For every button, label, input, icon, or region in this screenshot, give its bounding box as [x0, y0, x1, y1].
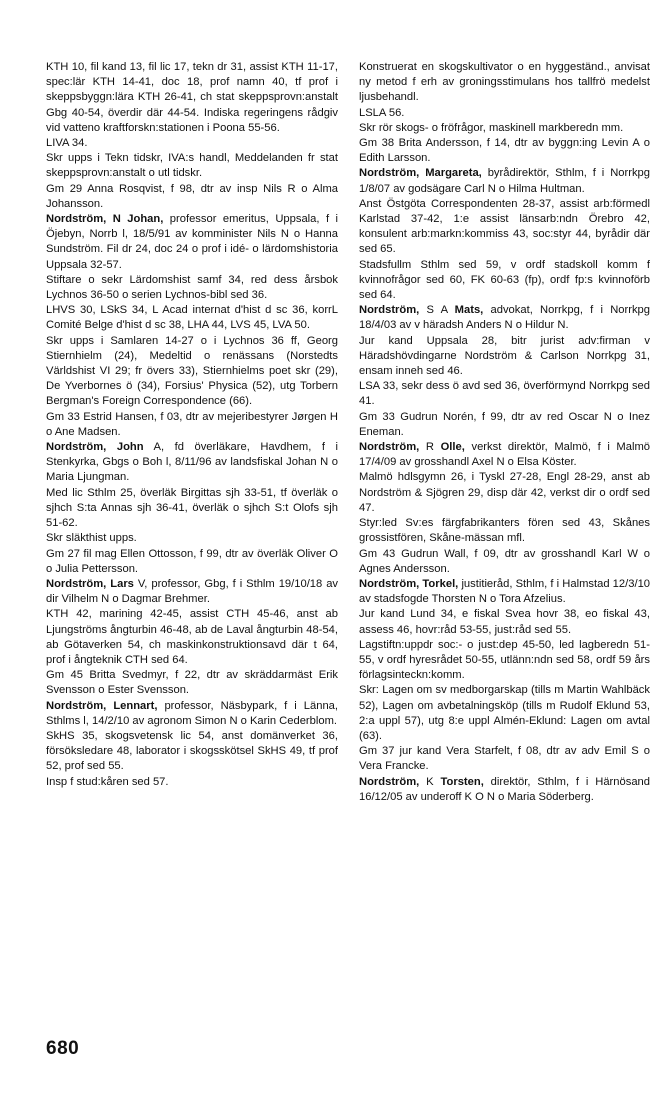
biography-paragraph [359, 334, 650, 380]
entry-text: Styr:led Sv:es färgfabrikanters fören sed 43, Skånes grossistfören, Skåne-mässan mfl. [359, 517, 650, 545]
biography-paragraph [46, 729, 338, 775]
entry-given-name: N Johan, [112, 213, 164, 226]
biography-paragraph [359, 197, 650, 258]
biography-paragraph [359, 106, 650, 121]
entry-given-name: Olle, [440, 441, 465, 454]
biography-paragraph [359, 744, 650, 774]
biography-paragraph [359, 379, 650, 409]
entry-given-name: Lennart, [113, 699, 158, 712]
page-number: 680 [46, 1038, 80, 1059]
entry-text: Gm 45 Britta Svedmyr, f 22, dtr av skräddarmäst Erik Svensson o Ester Svensson. [46, 669, 338, 697]
entry-text: R [419, 441, 441, 454]
biography-paragraph [359, 547, 650, 577]
entry-text: Gm 38 Brita Andersson, f 14, dtr av byggn:ing Levin A o Edith Larsson. [359, 137, 650, 165]
entry-text: Lagstiftn:uppdr soc:- o just:dep 45-50, led lagberedn 51-55, v ordf hyresrådet 50-55, utlänn:ndn sed 58, ordf 59 års förlagsinteckn:komm. [359, 638, 650, 682]
biography-paragraph [46, 547, 338, 577]
entry-text: justitieråd, Sthlm, f i Halmstad 12/3/10 av stadsfogde Thorsten N o Tora Afzelius. [359, 577, 651, 606]
entry-given-name: Lars [110, 577, 134, 590]
biography-paragraph [359, 607, 650, 637]
biography-paragraph [359, 683, 650, 744]
biography-entry-start [359, 440, 650, 470]
biography-paragraph [359, 410, 650, 440]
entry-text: Gm 27 fil mag Ellen Ottosson, f 99, dtr av överläk Oliver O o Julia Pettersson. [46, 547, 338, 575]
entry-text: Skr upps i Tekn tidskr, IVA:s handl, Meddelanden fr stat skeppsprovn:anstalt o utl tidskr. [46, 152, 338, 180]
biography-paragraph [46, 607, 338, 668]
biography-paragraph [46, 182, 338, 212]
biography-paragraph [46, 303, 338, 333]
entry-text: Insp f stud:kåren sed 57. [46, 775, 169, 788]
biography-paragraph [359, 136, 650, 166]
left-column [46, 60, 338, 790]
biography-paragraph [46, 486, 338, 532]
biography-entry-start [359, 166, 650, 196]
biography-paragraph [359, 516, 650, 546]
entry-text: SkHS 35, skogsvetensk lic 54, anst domänverket 36, försöksledare 48, laborator i skogsskötsel SkHS 49, tf prof 52, prof sed 55. [46, 729, 338, 773]
biography-paragraph [46, 334, 338, 410]
entry-surname: Nordström, [359, 441, 420, 454]
biography-entry-start [46, 212, 338, 273]
entry-surname: Nordström, [46, 213, 107, 226]
entry-text: Skr upps i Samlaren 14-27 o i Lychnos 36 ff, Georg Stiernhielm (24), Medeltid o renässans (Norstedts Världshist VI 29; fr övers 33), Stiernhielms poet skr (29), De Yverbornes ö (34), Forsius' Physica (52), utg Torbern Bergman's Foreign Correspondence (66). [46, 334, 338, 408]
entry-given-name: Torsten, [440, 775, 484, 788]
biography-entry-start [359, 775, 650, 805]
entry-given-name: Mats, [454, 304, 484, 317]
biography-entry-start [46, 577, 338, 607]
entry-text: Med lic Sthlm 25, överläk Birgittas sjh 33-51, tf överläk o sjhch S:ta Annas sjh 36-41, överläk o sjhch S:t Olofs sjh 51-62. [46, 486, 338, 530]
entry-text: Skr rör skogs- o fröfrågor, maskinell markberedn mm. [359, 121, 624, 134]
entry-surname: Nordström, [46, 699, 107, 712]
biography-entry-start [46, 699, 338, 729]
biography-paragraph [46, 136, 338, 151]
entry-text: direktör, Sthlm, f i Härnösand 16/12/05 av underoff K O N o Maria Söderberg. [359, 775, 650, 803]
entry-surname: Nordström, [46, 441, 107, 454]
entry-text: Skr släkthist upps. [46, 532, 137, 545]
biography-paragraph [359, 60, 650, 106]
entry-text: LIVA 34. [46, 137, 88, 150]
entry-text: Skr: Lagen om sv medborgarskap (tills m Martin Wahlbäck 52), Lagen om avbetalningsköp (tills m Rudolf Eklund 53, 2:a uppl 57), utg 8:e uppl Almén-Eklund: Lagen om avtal (63). [359, 684, 650, 742]
entry-given-name: John [116, 441, 144, 454]
biography-paragraph [46, 151, 338, 181]
entry-surname: Nordström, Margareta, [359, 167, 482, 180]
entry-text: byrådirektör, Sthlm, f i Norrkpg 1/8/07 av godsägare Carl N o Hilma Hultman. [359, 167, 650, 195]
entry-text: LHVS 30, LSkS 34, L Acad internat d'hist d sc 36, korrL Comité Belge d'hist d sc 38, LHA 44, LVS 45, LVA 50. [46, 304, 338, 332]
biography-entry-start [359, 303, 650, 333]
entry-text: Malmö hdlsgymn 26, i Tyskl 27-28, Engl 28-29, anst ab Nordström & Sjögren 29, disp där 42, verkst dir o ordf sed 47. [359, 471, 650, 514]
right-column [359, 60, 650, 805]
entry-text: LSLA 56. [359, 106, 405, 119]
entry-text: A, fd överläkare, Havdhem, f i Stenkyrka, Gbgs o Boh l, 8/11/96 av landsfiskal Johan N o Maria Ljungman. [46, 441, 339, 484]
entry-text: professor, Näsbypark, f i Länna, Sthlms l, 14/2/10 av agronom Simon N o Karin Cederblom. [46, 699, 339, 727]
biography-paragraph [46, 60, 338, 136]
entry-surname: Nordström, [46, 577, 107, 590]
biography-paragraph [46, 775, 338, 790]
biography-paragraph [359, 121, 650, 136]
entry-text: K [419, 775, 441, 788]
entry-text: Gm 43 Gudrun Wall, f 09, dtr av grosshandl Karl W o Agnes Andersson. [359, 547, 650, 575]
entry-text: Anst Östgöta Correspondenten 28-37, assist arb:förmedl Karlstad 37-42, 1:e assist länsarb:ndn Örebro 42, konsulent arb:markn:kommiss 43, soc:styr 44, byrådir där sed 65. [359, 197, 650, 256]
entry-text: Jur kand Lund 34, e fiskal Svea hovr 38, eo fiskal 43, assess 46, hovr:råd 53-55, just:råd sed 55. [359, 608, 650, 636]
entry-text: Gm 33 Gudrun Norén, f 99, dtr av red Oscar N o Inez Eneman. [359, 410, 650, 438]
entry-text: KTH 10, fil kand 13, fil lic 17, tekn dr 31, assist KTH 11-17, spec:lär KTH 14-41, doc 18, prof namn 40, tf prof i skeppsbyggn:lära KTH 26-41, ch stat skeppsprovn:anstalt Gbg 40-54, överdir där 44-54. Indiska regeringens rådgiv vid vattenо kraftforskn:stationen i Poona 55-56. [46, 61, 338, 134]
entry-text: LSA 33, sekr dess ö avd sed 36, överförmynd Norrkpg sed 41. [359, 380, 650, 408]
entry-text: verkst direktör, Malmö, f i Malmö 17/4/09 av grosshandl Axel N o Elsa Köster. [359, 441, 651, 469]
biography-paragraph [46, 273, 338, 303]
entry-text: V, professor, Gbg, f i Sthlm 19/10/18 av dir Vilhelm N o Dagmar Brehmer. [46, 577, 339, 606]
biography-paragraph [359, 258, 650, 304]
entry-text: Gm 33 Estrid Hansen, f 03, dtr av mejeribestyrer Jørgen H o Ane Madsen. [46, 410, 338, 438]
biography-entry-start [46, 440, 338, 486]
entry-text: Gm 37 jur kand Vera Starfelt, f 08, dtr av adv Emil S o Vera Francke. [359, 745, 650, 773]
entry-surname: Nordström, Torkel, [359, 577, 459, 590]
entry-text: KTH 42, marining 42-45, assist CTH 45-46, anst ab Ljungströms ångturbin 46-48, ab de Laval ångturbin 48-54, ab Götaverken 54, ch maskinkonstruktionsavd där t 64, prof i ångteknik CTH sed 64. [46, 608, 338, 666]
biography-paragraph [359, 470, 650, 516]
biography-paragraph [46, 668, 338, 698]
entry-text: Gm 29 Anna Rosqvist, f 98, dtr av insp Nils R o Alma Johansson. [46, 182, 338, 210]
entry-text: Stiftare o sekr Lärdomshist samf 34, red dess årsbok Lychnos 36-50 o serien Lychnos-bibl sed 36. [46, 273, 338, 302]
biography-paragraph [359, 638, 650, 684]
entry-text: professor emeritus, Uppsala, f i Öjebyn, Norrb l, 18/5/91 av komministеr Nils N o Hanna Sundström. Fil dr 24, doc 24 o prof i idé- o lärdomshistoria Uppsala 32-57. [46, 213, 338, 271]
biography-paragraph [46, 410, 338, 440]
entry-text: Konstruerat en skogskultivator o en hyggeständ., anvisat ny metod f erh av groningsstimulans hos tallfrö medelst ljusbehandl. [359, 61, 650, 104]
entry-text: Jur kand Uppsala 28, bitr jurist adv:firman v Häradshövdingarne Nordström & Carlson Norrkpg 31, ensam inneh sed 46. [359, 334, 650, 378]
entry-surname: Nordström, [359, 775, 420, 788]
biography-entry-start [359, 577, 650, 607]
entry-text: advokat, Norrkpg, f i Norrkpg 18/4/03 av v häradsh Anders N o Hildur N. [359, 304, 650, 332]
entry-text: S A [419, 304, 455, 317]
entry-text: Stadsfullm Sthlm sed 59, v ordf stadskoll komm f kvinnofrågor sed 60, FK 60-63 (fp), ordf fp:s kvinnoförb sed 64. [359, 258, 650, 302]
biography-paragraph [46, 531, 338, 546]
entry-surname: Nordström, [359, 304, 420, 317]
